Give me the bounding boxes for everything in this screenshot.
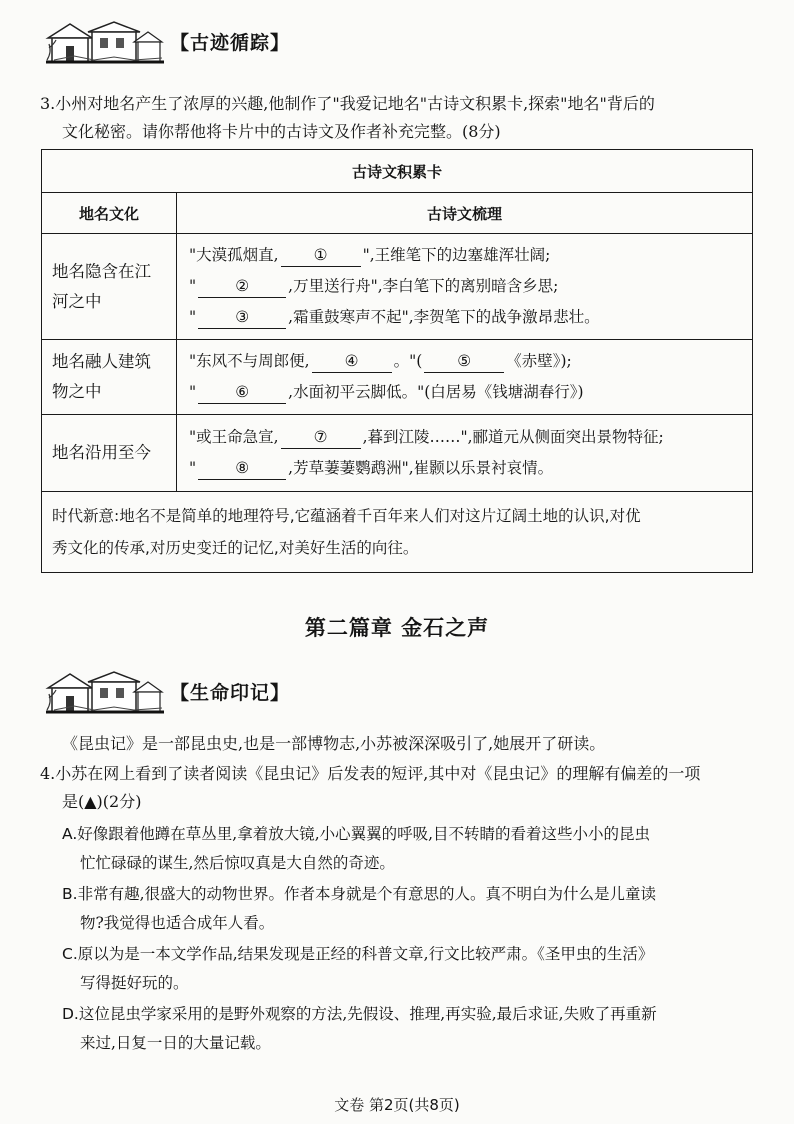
verse-line [189, 302, 744, 333]
summary-line: 时代新意:地名不是简单的地理符号,它蕴涵着千百年来人们对这片辽阔土地的认识,对优 [52, 507, 641, 525]
answer-blank-8[interactable]: ⑧ [198, 457, 286, 480]
question-line: 4.小苏在网上看到了读者阅读《昆虫记》后发表的短评,其中对《昆虫记》的理解有偏差的一项 [40, 764, 701, 783]
option-letter: B. [62, 885, 78, 903]
column-header-place-culture: 地名文化 [42, 193, 177, 234]
category-line: 地名沿用至今 [52, 443, 151, 462]
verse-text: " [189, 459, 197, 477]
question-3-text [40, 90, 760, 146]
answer-blank-5[interactable]: ⑤ [424, 350, 504, 373]
option-d[interactable] [62, 1000, 762, 1058]
option-c[interactable] [62, 940, 762, 998]
option-text: 原以为是一本文学作品,结果发现是正经的科普文章,行文比较严肃。《圣甲虫的生活》 [77, 945, 654, 963]
verses-cell [177, 234, 753, 340]
verse-text: ,暮到江陵……",郦道元从侧面突出景物特征; [362, 428, 664, 446]
verse-text: 。"( [393, 352, 423, 370]
option-text: 忙忙碌碌的谋生,然后惊叹真是大自然的奇迹。 [80, 854, 395, 872]
verse-text: " [189, 383, 197, 401]
verse-text: 《赤壁》); [506, 352, 572, 370]
option-text: 这位昆虫学家采用的是野外观察的方法,先假设、推理,再实验,最后求证,失败了再重新 [78, 1005, 657, 1023]
question-4-text [40, 760, 760, 816]
question-line: 是(▲)(2分) [62, 792, 142, 811]
question-line: 3.小州对地名产生了浓厚的兴趣,他制作了"我爱记地名"古诗文积累卡,探索"地名"背后的 [40, 94, 655, 113]
verses-cell [177, 415, 753, 492]
chapter-title: 第二篇章 金石之声 [304, 616, 490, 640]
ancient-house-illustration [44, 18, 166, 64]
section-heading-shengming [44, 668, 364, 714]
intro-text: 《昆虫记》是一部昆虫史,也是一部博物志,小苏被深深吸引了,她展开了研读。 [62, 734, 606, 753]
page-footer: 文卷 第2页(共8页) [334, 1096, 460, 1114]
table-row [42, 234, 753, 340]
table-row [42, 340, 753, 415]
option-text: 写得挺好玩的。 [80, 974, 189, 992]
ancient-house-illustration [44, 668, 166, 714]
verse-text: ",王维笔下的边塞雄浑壮阔; [362, 246, 551, 264]
verse-text: " [189, 277, 197, 295]
category-cell [42, 234, 177, 340]
column-header-poetry: 古诗文梳理 [177, 193, 753, 234]
category-line: 地名隐含在江 [52, 261, 151, 281]
option-text: 好像跟着他蹲在草丛里,拿着放大镜,小心翼翼的呼吸,目不转睛的看着这些小小的昆虫 [77, 825, 651, 843]
option-b[interactable] [62, 880, 762, 938]
card-title: 古诗文积累卡 [42, 150, 753, 193]
answer-blank-6[interactable]: ⑥ [198, 381, 286, 404]
category-line: 地名融人建筑 [52, 352, 151, 371]
verse-text: ,霜重鼓寒声不起",李贺笔下的战争激昂悲壮。 [288, 308, 600, 326]
option-text: 非常有趣,很盛大的动物世界。作者本身就是个有意思的人。真不明白为什么是儿童读 [77, 885, 656, 903]
category-cell [42, 415, 177, 492]
category-line: 河之中 [52, 291, 102, 311]
verses-cell [177, 340, 753, 415]
answer-blank-7[interactable]: ⑦ [281, 426, 361, 449]
verse-text: ,芳草萋萋鹦鹉洲",崔颢以乐景衬哀情。 [288, 459, 554, 477]
answer-blank-2[interactable]: ② [198, 275, 286, 298]
option-letter: C. [62, 945, 78, 963]
answer-blank-1[interactable]: ① [281, 244, 361, 267]
verse-text: "或王命急宣, [189, 428, 279, 446]
option-text: 物?我觉得也适合成年人看。 [80, 914, 275, 932]
poetry-accumulation-card [41, 149, 753, 573]
option-a[interactable] [62, 820, 762, 878]
verse-text: " [189, 308, 197, 326]
verse-line [189, 346, 744, 377]
option-letter: A. [62, 825, 78, 843]
verse-line [189, 271, 744, 302]
answer-blank-3[interactable]: ③ [198, 306, 286, 329]
section-title: 【古迹循踪】 [170, 32, 291, 54]
verse-text: "大漠孤烟直, [189, 246, 279, 264]
category-line: 物之中 [52, 382, 102, 401]
section-heading-guji [44, 18, 364, 64]
question-line: 文化秘密。请你帮他将卡片中的古诗文及作者补充完整。(8分) [62, 122, 501, 141]
summary-line: 秀文化的传承,对历史变迁的记忆,对美好生活的向往。 [52, 539, 419, 557]
option-letter: D. [62, 1005, 79, 1023]
verse-text: ,万里送行舟",李白笔下的离别暗含乡思; [288, 277, 559, 295]
verse-line [189, 377, 744, 408]
category-cell [42, 340, 177, 415]
verse-line [189, 453, 744, 484]
verse-line [189, 240, 744, 271]
verse-text: ,水面初平云脚低。"(白居易《钱塘湖春行》) [288, 383, 584, 401]
answer-blank-4[interactable]: ④ [312, 350, 392, 373]
section-title: 【生命印记】 [170, 682, 291, 704]
card-summary [42, 492, 753, 573]
option-text: 来过,日复一日的大量记载。 [80, 1034, 271, 1052]
verse-line [189, 422, 744, 453]
verse-text: "东风不与周郎便, [189, 352, 310, 370]
table-row [42, 415, 753, 492]
